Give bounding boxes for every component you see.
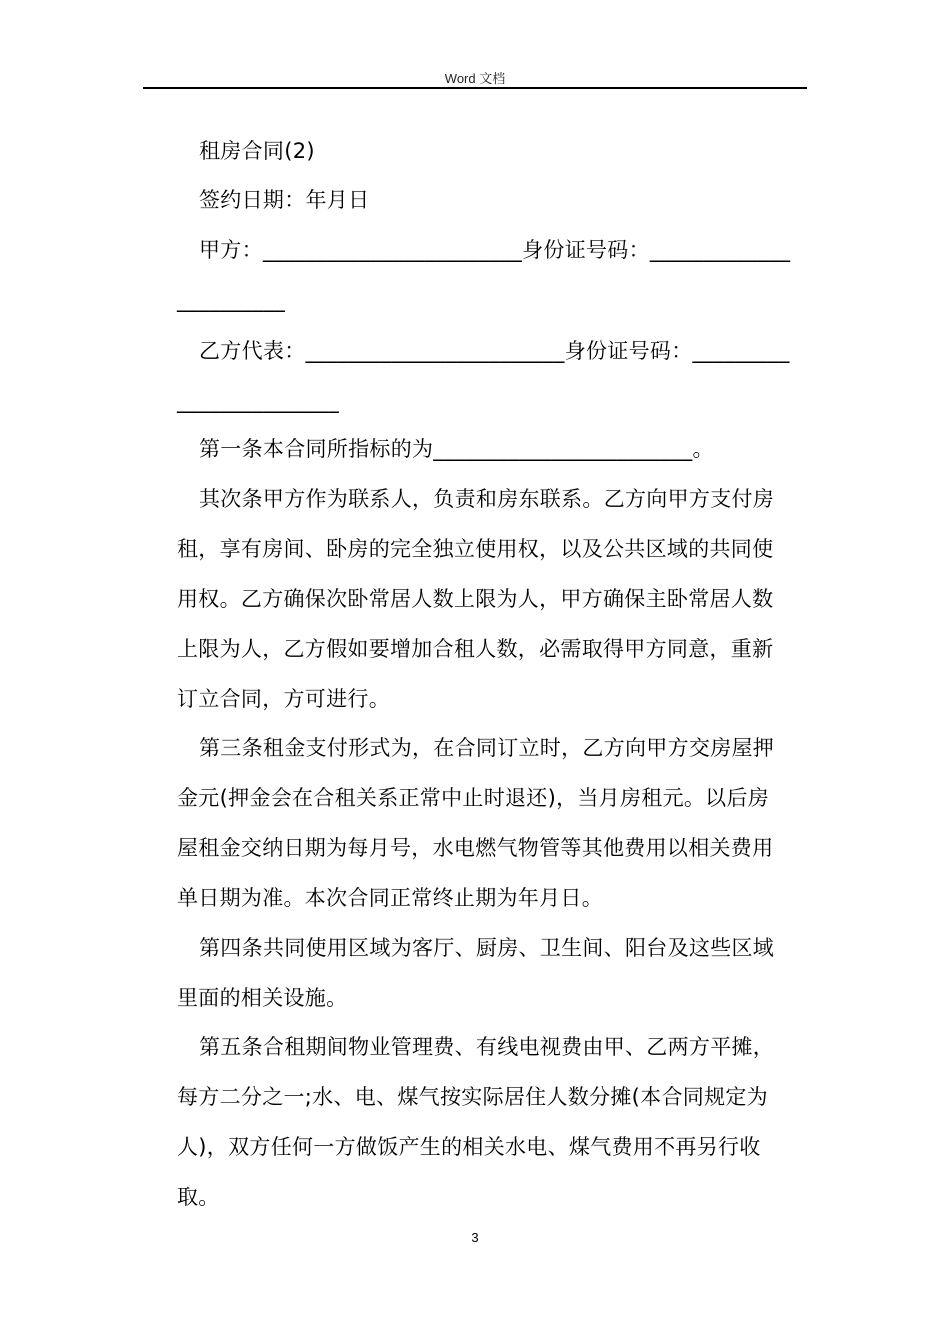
party-a-line: 甲方：________________________身份证号码：_____________ [199,238,791,262]
article-1: 第一条本合同所指标的为________________________。 [199,437,714,461]
party-b-line-cont: _______________ [177,389,339,413]
article-3-line: 单日期为准。本次合同正常终止期为年月日。 [177,886,603,910]
article-3-line: 金元(押金会在合租关系正常中止时退还)，当月房租元。以后房 [177,786,770,810]
article-5-line: 第五条合租期间物业管理费、有线电视费由甲、乙两方平摊， [199,1035,775,1059]
article-3-line: 屋租金交纳日期为每月号，水电燃气物管等其他费用以相关费用 [177,836,774,860]
article-2-line: 其次条甲方作为联系人，负责和房东联系。乙方向甲方支付房 [199,487,775,511]
article-2-line: 上限为人，乙方假如要增加合租人数，必需取得甲方同意，重新 [177,637,774,661]
article-2-line: 租，享有房间、卧房的完全独立使用权，以及公共区域的共同使 [177,537,774,561]
article-4-line: 第四条共同使用区域为客厅、厨房、卫生间、阳台及这些区域 [199,936,775,960]
article-5-line: 每方二分之一;水、电、煤气按实际居住人数分摊(本合同规定为 [177,1085,768,1109]
article-2-line: 订立合同，方可进行。 [177,687,390,711]
header-divider [143,87,807,89]
article-4-line: 里面的相关设施。 [177,986,348,1010]
page-number: 3 [471,1230,479,1245]
article-2-line: 用权。乙方确保次卧常居人数上限为人，甲方确保主卧常居人数 [177,587,774,611]
article-3-line: 第三条租金支付形式为，在合同订立时，乙方向甲方交房屋押 [199,736,775,760]
party-b-line: 乙方代表：________________________身份证号码：_________ [199,339,790,363]
article-5-line: 取。 [177,1185,220,1209]
header-title: Word 文档 [444,71,506,86]
doc-title: 租房合同(2) [199,139,315,163]
sign-date-line: 签约日期：年月日 [199,188,370,212]
article-5-line: 人)，双方任何一方做饭产生的相关水电、煤气费用不再另行收 [177,1135,761,1159]
party-a-line-cont: __________ [177,288,285,312]
